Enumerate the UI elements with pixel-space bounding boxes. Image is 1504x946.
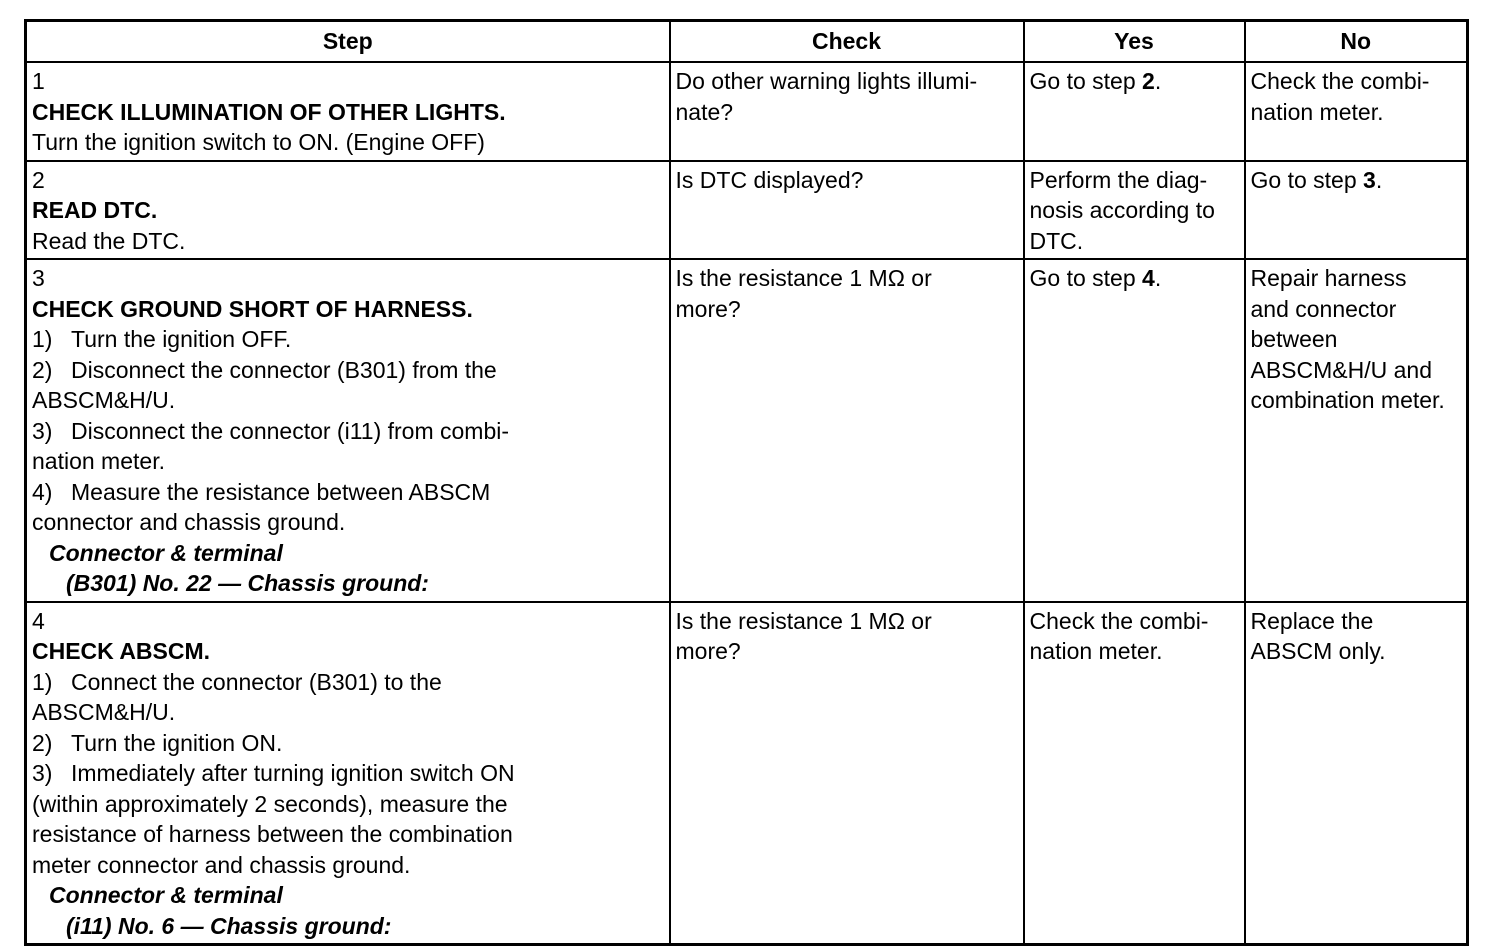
check-line: Do other warning lights illumi-: [675, 68, 978, 94]
step-cell: [26, 602, 670, 945]
substep-index: 4): [32, 478, 53, 505]
yes-cell: [1024, 161, 1245, 260]
table-row: [26, 161, 1468, 260]
no-line: ABSCM&H/U and: [1250, 356, 1433, 383]
yes-line: DTC.: [1029, 227, 1084, 254]
step-number: 1: [32, 68, 45, 94]
yes-prefix: Go to step: [1029, 68, 1143, 94]
header-step: Step: [26, 21, 670, 63]
table-row: [26, 602, 1468, 945]
substep: [32, 324, 547, 355]
substep-index: 3): [32, 760, 53, 786]
check-line: Is the resistance 1 MΩ or: [675, 607, 932, 634]
step-cell: [26, 161, 670, 260]
header-yes: Yes: [1024, 21, 1245, 63]
yes-cell: [1024, 259, 1245, 602]
no-cell: [1245, 259, 1468, 602]
step-cell: [26, 259, 670, 602]
no-line: Repair harness: [1250, 265, 1407, 291]
yes-line: Perform the diag-: [1029, 166, 1208, 193]
yes-prefix: Go to step: [1029, 265, 1143, 291]
check-line: more?: [675, 295, 741, 322]
no-line: nation meter.: [1250, 98, 1384, 125]
substep-text: Turn the ignition OFF.: [71, 326, 292, 352]
step-title: CHECK ILLUMINATION OF OTHER LIGHTS.: [32, 98, 506, 125]
substep-continuation: (within approximately 2 seconds), measure the: [32, 790, 508, 817]
header-no: No: [1245, 21, 1468, 63]
step-body: [32, 636, 547, 941]
no-line: Replace the: [1250, 607, 1374, 634]
check-cell: [670, 602, 1024, 945]
check-line: Is DTC displayed?: [675, 166, 864, 193]
substep-continuation: nation meter.: [32, 448, 165, 474]
check-line: more?: [675, 638, 741, 664]
substep: [32, 667, 547, 698]
substep-continuation: resistance of harness between the combination: [32, 821, 513, 847]
yes-step-ref: 2: [1142, 68, 1155, 94]
substep-text: Immediately after turning ignition switch ON: [71, 760, 515, 786]
substep: [32, 758, 547, 789]
substep-continuation: ABSCM&H/U.: [32, 699, 176, 725]
table-row: [26, 62, 1468, 161]
yes-cell: [1024, 62, 1245, 161]
connector-label: Connector & terminal: [49, 882, 283, 908]
substep-continuation: ABSCM&H/U.: [32, 387, 176, 413]
table-row: [26, 259, 1468, 602]
substep-text: Disconnect the connector (i11) from combi-: [71, 417, 510, 444]
connector-value: (B301) No. 22 — Chassis ground:: [66, 570, 429, 596]
step-title: CHECK ABSCM.: [32, 638, 211, 664]
substep: [32, 416, 547, 447]
diagnosis-table: [24, 19, 1469, 946]
yes-line: nation meter.: [1029, 638, 1163, 664]
yes-cell: [1024, 602, 1245, 945]
no-cell: [1245, 62, 1468, 161]
yes-line: Check the combi-: [1029, 607, 1209, 634]
step-body: [32, 195, 547, 256]
step-cell: [26, 62, 670, 161]
yes-line: nosis according to: [1029, 197, 1215, 223]
step-title: CHECK GROUND SHORT OF HARNESS.: [32, 295, 473, 322]
no-cell: [1245, 602, 1468, 945]
substep-text: Disconnect the connector (B301) from the: [71, 356, 497, 383]
yes-suffix: .: [1154, 265, 1162, 291]
substep-text: Connect the connector (B301) to the: [71, 668, 442, 695]
substep-continuation: connector and chassis ground.: [32, 509, 346, 535]
step-title: READ DTC.: [32, 197, 158, 223]
step-body: [32, 97, 547, 158]
substep-index: 3): [32, 417, 53, 444]
no-line: ABSCM only.: [1250, 638, 1386, 664]
step-number: 4: [32, 607, 45, 634]
substep: [32, 477, 547, 508]
step-line: Turn the ignition switch to ON. (Engine OFF): [32, 129, 485, 155]
step-line: Read the DTC.: [32, 227, 186, 254]
no-line: and connector: [1250, 295, 1397, 322]
no-cell: [1245, 161, 1468, 260]
substep: [32, 728, 547, 759]
check-cell: [670, 161, 1024, 260]
substep-continuation: meter connector and chassis ground.: [32, 851, 411, 878]
step-body: [32, 294, 547, 599]
check-cell: [670, 259, 1024, 602]
check-line: nate?: [675, 98, 734, 125]
connector-value: (i11) No. 6 — Chassis ground:: [66, 912, 392, 939]
substep-text: Turn the ignition ON.: [71, 729, 283, 756]
connector-label: Connector & terminal: [49, 539, 283, 566]
yes-suffix: .: [1154, 68, 1162, 94]
substep: [32, 355, 547, 386]
yes-step-ref: 4: [1142, 265, 1155, 291]
step-number: 2: [32, 166, 45, 193]
check-cell: [670, 62, 1024, 161]
substep-index: 1): [32, 668, 53, 695]
substep-index: 1): [32, 326, 53, 352]
header-check: Check: [670, 21, 1024, 63]
no-prefix: Go to step: [1250, 166, 1364, 193]
check-line: Is the resistance 1 MΩ or: [675, 265, 932, 291]
no-line: Check the combi-: [1250, 68, 1430, 94]
substep-index: 2): [32, 729, 53, 756]
no-line: between: [1250, 326, 1338, 352]
no-suffix: .: [1375, 166, 1383, 193]
no-step-ref: 3: [1363, 166, 1376, 193]
no-line: combination meter.: [1250, 387, 1445, 413]
substep-index: 2): [32, 356, 53, 383]
substep-text: Measure the resistance between ABSCM: [71, 478, 491, 505]
step-number: 3: [32, 265, 45, 291]
header-row: [26, 21, 1468, 63]
